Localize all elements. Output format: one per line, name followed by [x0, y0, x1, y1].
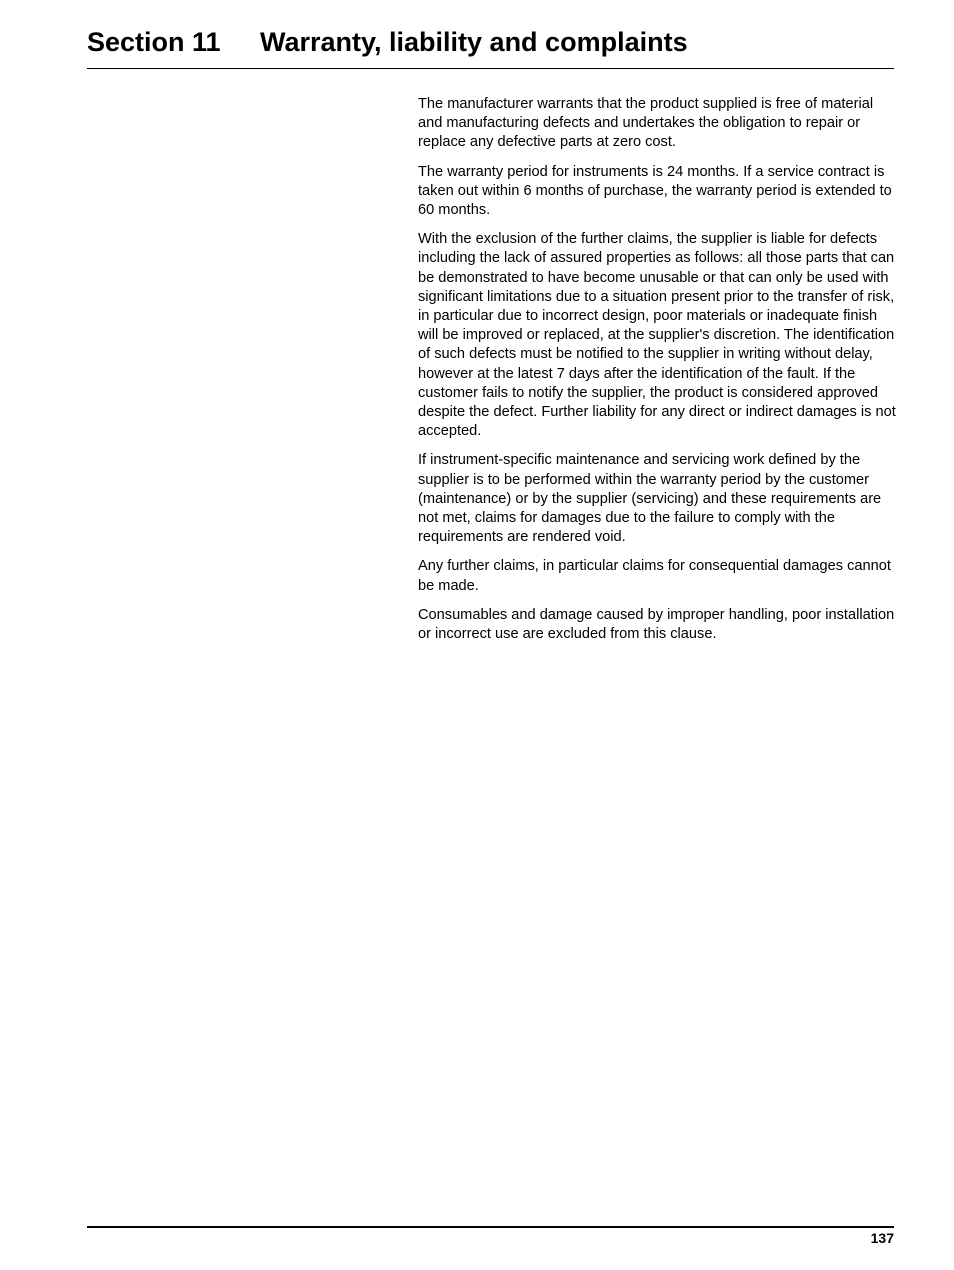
paragraph-warranty-obligation: The manufacturer warrants that the product supplied is free of material and manufacturing defects and undertakes the obligation to repair or replace any defective parts at zero cost.: [418, 96, 874, 151]
paragraph-consumables-exclusion: Consumables and damage caused by improper handling, poor installation or incorrect use are excluded from this clause.: [418, 606, 895, 643]
section-number: Section 11: [87, 27, 221, 57]
paragraph-warranty-period: The warranty period for instruments is 24 months. If a service contract is taken out within 6 months of purchase, the warranty period is extended to 60 months.: [418, 163, 892, 219]
paragraph-liability-defects: With the exclusion of the further claims, the supplier is liable for defects including the lack of assured properties as follows: all those parts that can be demonstrated to have become unusable or that can only be used with significant limitations due to a situation present prior to the transfer of risk, in particular due to incorrect design, poor materials or inadequate finish will be improved or replaced, at the supplier's discretion. The identification of such defects must be notified to the supplier in writing without delay, however at the latest 7 days after the identification of the fault. If the customer fails to notify the supplier, the product is considered approved despite the defect. Further liability for any direct or indirect damages is not accepted.: [418, 231, 896, 440]
paragraph-maintenance-servicing: If instrument-specific maintenance and servicing work defined by the supplier is to be performed within the warranty period by the customer (maintenance) or by the supplier (servicing) and these requirements are not met, claims for damages due to the failure to comply with the requirements are rendered void.: [418, 452, 882, 546]
section-title: Warranty, liability and complaints: [260, 27, 688, 57]
paragraph-further-claims: Any further claims, in particular claims for consequential damages cannot be made.: [418, 558, 891, 594]
footer-divider: [87, 1226, 894, 1228]
page-number: 137: [870, 1230, 894, 1246]
body-text: [418, 95, 896, 654]
section-header: [87, 24, 894, 69]
